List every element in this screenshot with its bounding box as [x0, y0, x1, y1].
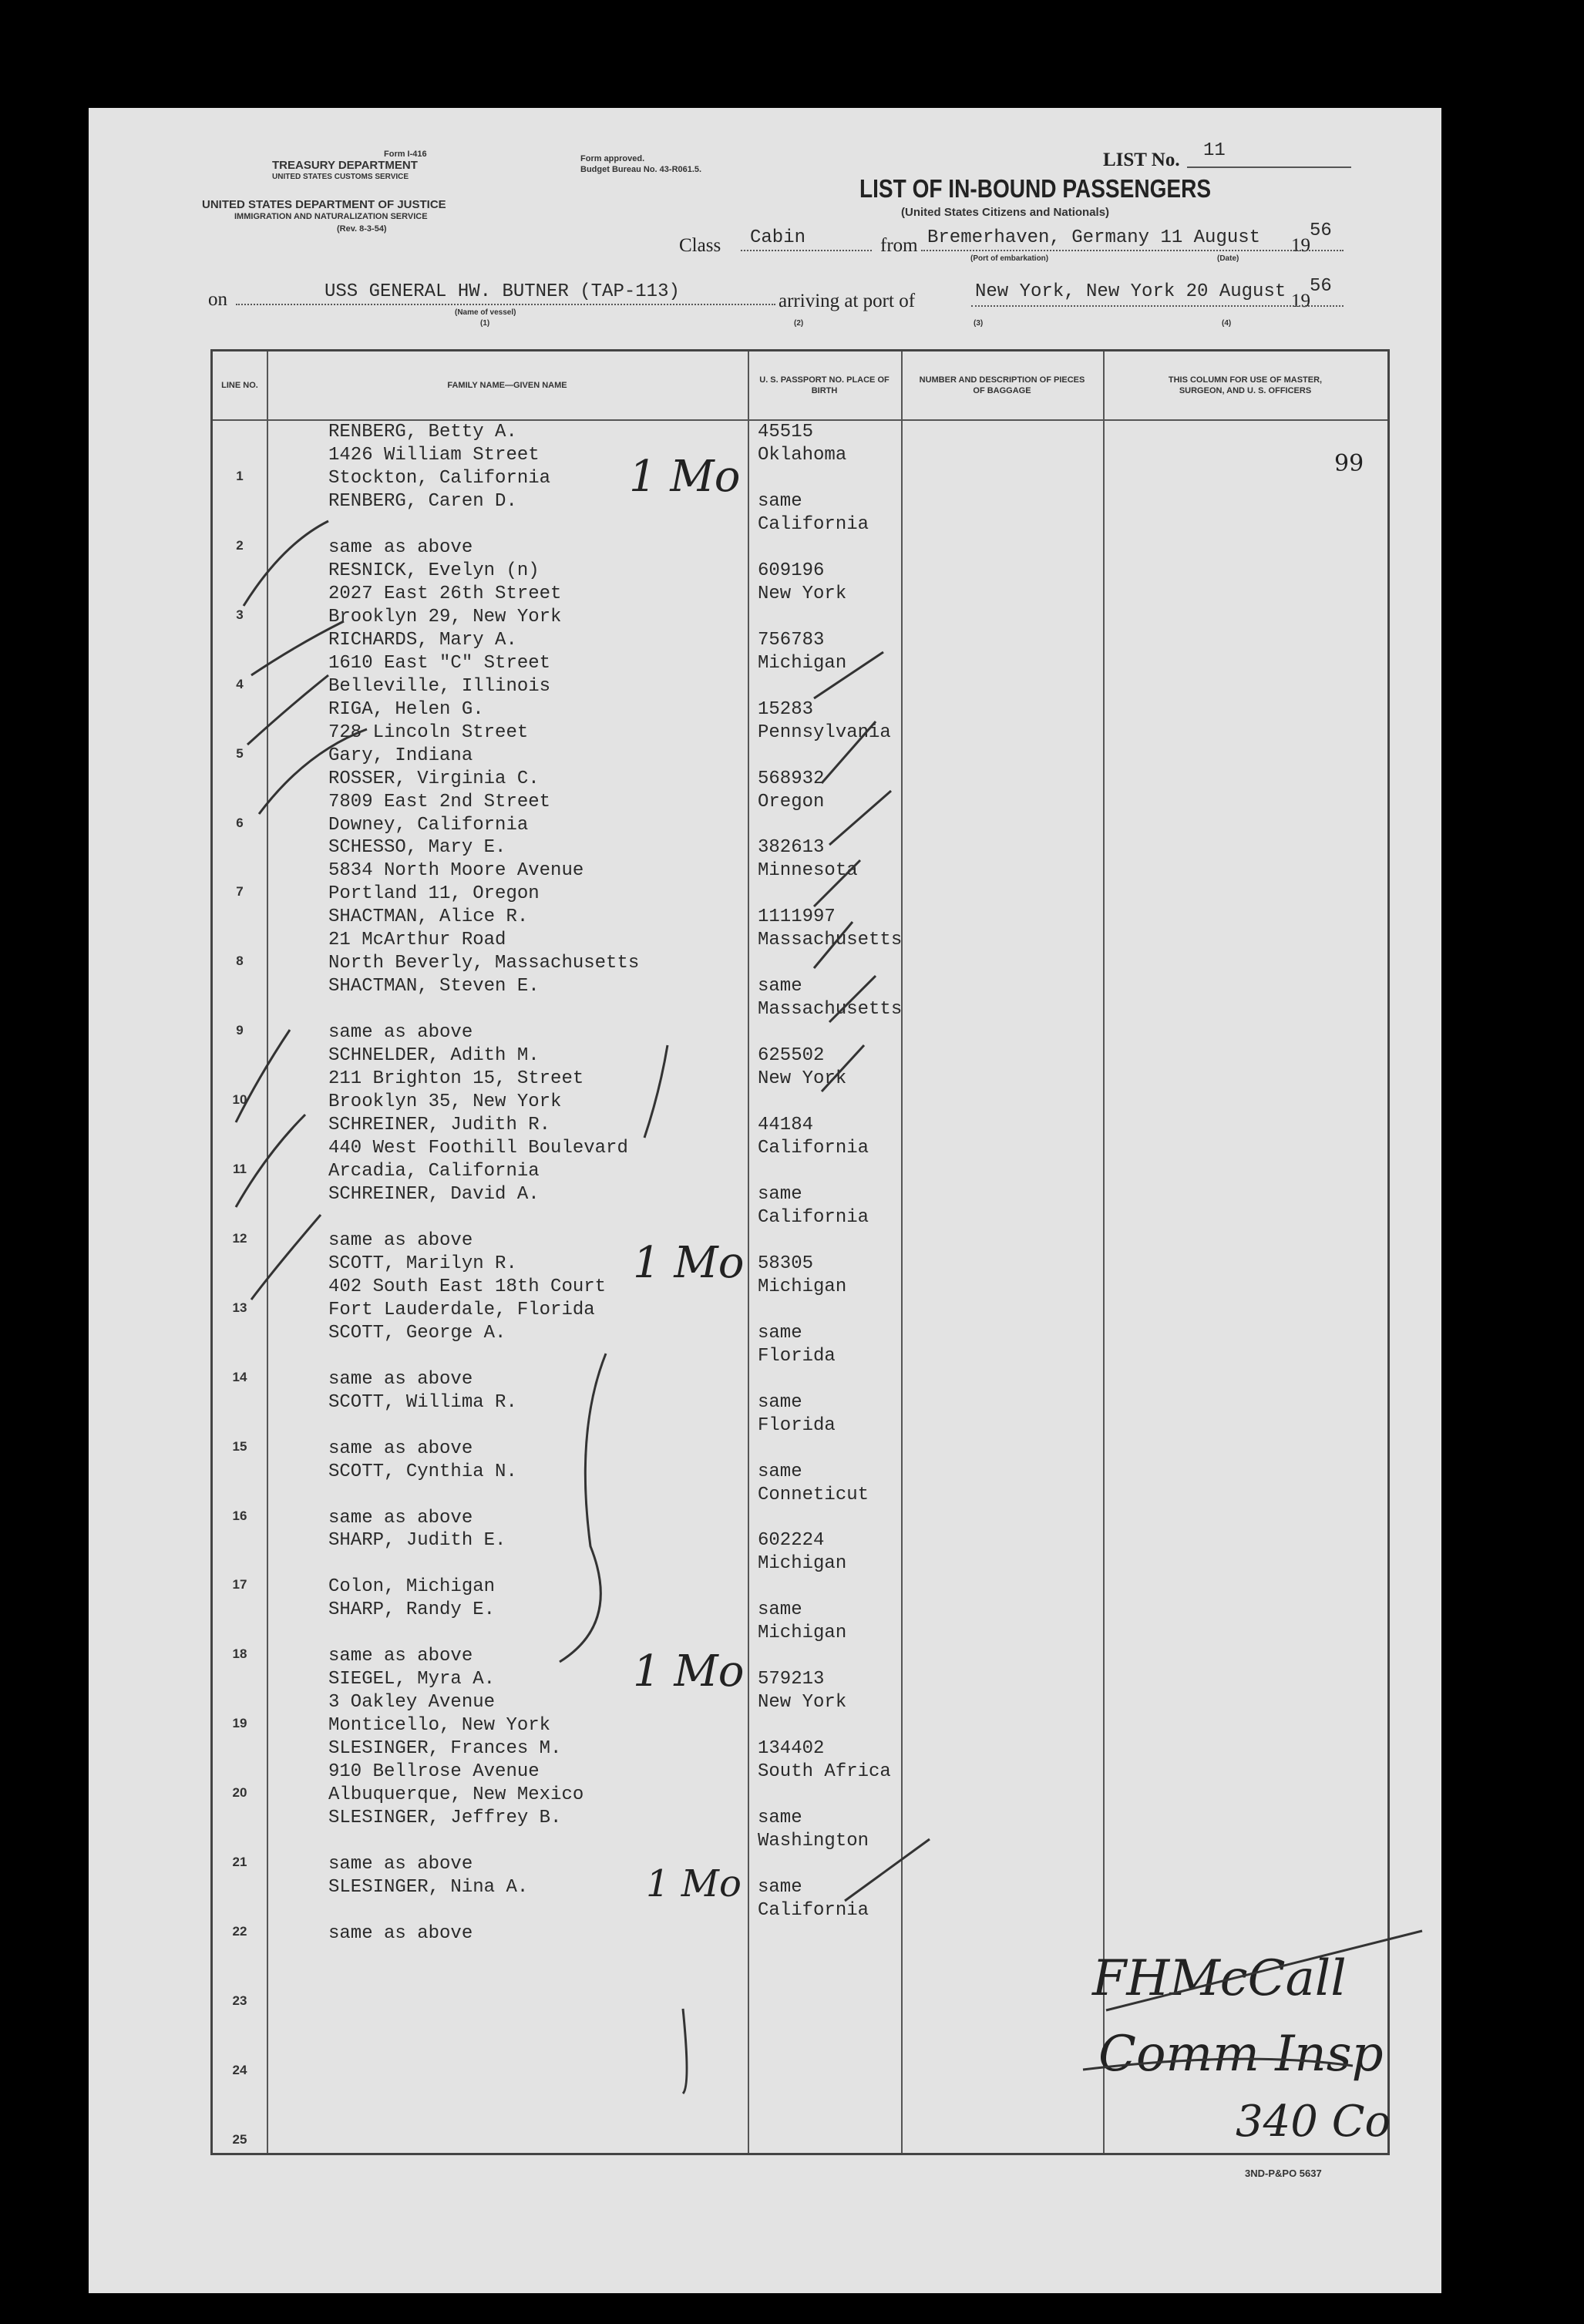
passport-number: same — [758, 1322, 802, 1344]
budget-bureau: Budget Bureau No. 43-R061.5. — [580, 165, 702, 174]
line-number: 14 — [232, 1369, 247, 1384]
header-baggage: NUMBER AND DESCRIPTION OF PIECES OF BAGGAGE — [919, 375, 1085, 395]
passenger-address: same as above — [328, 1229, 473, 1251]
passenger-address: 402 South East 18th Court — [328, 1276, 607, 1297]
line-number: 15 — [232, 1438, 247, 1454]
class-value: Cabin — [750, 227, 806, 248]
place-of-birth: California — [758, 1206, 869, 1228]
manifest-page — [89, 108, 1441, 2293]
handwritten-annotation: 1 Mo — [646, 1862, 742, 1905]
line-number: 12 — [232, 1230, 247, 1246]
passenger-address: same as above — [328, 1022, 473, 1044]
place-of-birth: Michigan — [758, 1553, 847, 1575]
line-number: 16 — [232, 1508, 247, 1523]
line-number: 8 — [236, 953, 244, 969]
passport-number: same — [758, 1461, 802, 1482]
passport-number: 44184 — [758, 1115, 814, 1135]
line-number: 22 — [232, 1923, 247, 1939]
line-number: 7 — [236, 884, 244, 900]
page-subtitle: (United States Citizens and Nationals) — [901, 206, 1110, 219]
passenger-name: SCOTT, Cynthia N. — [328, 1461, 517, 1482]
place-of-birth: Florida — [758, 1414, 836, 1436]
line-number: 5 — [236, 745, 244, 761]
passenger-address: Albuquerque, New Mexico — [328, 1784, 584, 1806]
line-number: 3 — [236, 607, 244, 622]
passport-number: same — [758, 490, 802, 512]
passenger-name: SCHESSO, Mary E. — [328, 837, 506, 859]
year-prefix: 19 — [1291, 235, 1310, 256]
page-title: LIST OF IN-BOUND PASSENGERS — [859, 174, 1212, 203]
place-of-birth: New York — [758, 583, 847, 604]
place-of-birth: Minnesota — [758, 860, 858, 882]
line-number: 23 — [232, 1993, 247, 2008]
passenger-address: 1610 East "C" Street — [328, 652, 551, 674]
line-number: 13 — [232, 1300, 247, 1315]
passenger-address: 5834 North Moore Avenue — [328, 860, 584, 882]
line-number: 1 — [236, 469, 244, 483]
ins-service: IMMIGRATION AND NATURALIZATION SERVICE — [234, 212, 428, 221]
class-label: Class — [679, 235, 721, 256]
signature: FHMcCall — [1092, 1950, 1347, 2007]
passenger-address: 2027 East 26th Street — [328, 583, 562, 604]
header-passport: U. S. PASSPORT NO. PLACE OF BIRTH — [759, 375, 890, 395]
col-num-4: (4) — [1222, 319, 1232, 328]
passenger-address: Stockton, California — [328, 468, 551, 489]
passenger-name: RICHARDS, Mary A. — [328, 629, 517, 651]
passport-number: same — [758, 1808, 802, 1828]
department: TREASURY DEPARTMENT — [272, 159, 418, 172]
line-number: 9 — [236, 1023, 244, 1038]
passport-number: same — [758, 1183, 802, 1205]
place-of-birth: Florida — [758, 1345, 836, 1367]
embarkation-caption: (Port of embarkation) — [970, 254, 1049, 263]
passenger-name: SCHREINER, David A. — [328, 1183, 540, 1205]
passenger-name: RENBERG, Caren D. — [328, 490, 517, 512]
passport-number: 134402 — [758, 1738, 825, 1760]
handwritten-annotation: 1 Mo — [633, 1238, 745, 1288]
arriving-label: arriving at port of — [779, 291, 916, 311]
passport-number: 602224 — [758, 1530, 825, 1552]
place-of-birth: Michigan — [758, 1276, 847, 1297]
passport-number: same — [758, 1391, 802, 1413]
header-officers: THIS COLUMN FOR USE OF MASTER, SURGEON, AND U. S. OFFICERS — [1168, 375, 1323, 395]
place-of-birth: Massachusetts — [758, 930, 903, 951]
passport-number: 58305 — [758, 1253, 814, 1274]
place-of-birth: Oregon — [758, 791, 825, 812]
handwriting-strokes — [213, 351, 1387, 2153]
col-num-3: (3) — [974, 319, 984, 328]
customs-service: UNITED STATES CUSTOMS SERVICE — [272, 173, 409, 181]
passenger-address: 3 Oakley Avenue — [328, 1692, 496, 1714]
passenger-name: RESNICK, Evelyn (n) — [328, 560, 540, 581]
handwritten-annotation: 1 Mo — [629, 452, 741, 502]
vessel-name: USS GENERAL HW. BUTNER (TAP-113) — [325, 281, 680, 302]
passport-number: 625502 — [758, 1045, 825, 1067]
passenger-address: 440 West Foothill Boulevard — [328, 1138, 628, 1159]
passenger-name: SHACTMAN, Steven E. — [328, 976, 540, 997]
place-of-birth: New York — [758, 1692, 847, 1714]
col-num-2: (2) — [794, 319, 804, 328]
line-number: 11 — [233, 1162, 247, 1176]
passport-number: same — [758, 976, 802, 997]
form-approved: Form approved. — [580, 154, 645, 163]
passenger-address: North Beverly, Massachusetts — [328, 953, 640, 974]
line-number: 6 — [236, 815, 244, 830]
passenger-address: same as above — [328, 1507, 473, 1529]
line-number: 24 — [232, 2062, 247, 2077]
footer-code: 3ND-P&PO 5637 — [1245, 2168, 1322, 2179]
line-number: 4 — [236, 676, 244, 691]
passenger-name: SHARP, Judith E. — [328, 1530, 506, 1552]
passport-number: 382613 — [758, 837, 825, 859]
handwritten-annotation: 1 Mo — [633, 1646, 745, 1697]
passenger-name: SLESINGER, Nina A. — [328, 1876, 529, 1898]
place-of-birth: New York — [758, 1068, 847, 1090]
signature: 340 Co — [1236, 2097, 1391, 2147]
on-label: on — [208, 289, 227, 310]
arrival-year: 56 — [1310, 276, 1332, 297]
passenger-name: SCHNELDER, Adith M. — [328, 1045, 540, 1067]
passenger-address: Brooklyn 29, New York — [328, 606, 562, 627]
place-of-birth: South Africa — [758, 1761, 891, 1783]
passenger-address: same as above — [328, 1854, 473, 1875]
place-of-birth: Conneticut — [758, 1484, 869, 1505]
place-of-birth: Pennsylvania — [758, 721, 891, 743]
justice-dept: UNITED STATES DEPARTMENT OF JUSTICE — [202, 198, 446, 211]
passenger-name: SCHREINER, Judith R. — [328, 1115, 551, 1135]
passenger-address: Arcadia, California — [328, 1161, 540, 1182]
passenger-address: Portland 11, Oregon — [328, 883, 540, 905]
place-of-birth: California — [758, 1899, 869, 1921]
revision: (Rev. 8-3-54) — [337, 224, 387, 234]
line-number: 18 — [232, 1646, 247, 1662]
vessel-caption: (Name of vessel) — [455, 308, 516, 317]
passenger-address: 728 Lincoln Street — [328, 721, 529, 743]
passenger-name: SLESINGER, Frances M. — [328, 1738, 562, 1760]
passenger-address: 211 Brighton 15, Street — [328, 1068, 584, 1090]
passenger-table — [210, 349, 1390, 2155]
place-of-birth: Washington — [758, 1831, 869, 1851]
count-mark: 99 — [1334, 450, 1364, 477]
passenger-address: Brooklyn 35, New York — [328, 1091, 562, 1113]
header-name: FAMILY NAME—GIVEN NAME — [447, 381, 567, 390]
embarkation-value: Bremerhaven, Germany 11 August — [927, 227, 1261, 248]
place-of-birth: Michigan — [758, 1623, 847, 1644]
passport-number: 609196 — [758, 560, 825, 581]
passenger-address: same as above — [328, 536, 473, 558]
passenger-name: SHACTMAN, Alice R. — [328, 906, 529, 928]
year-prefix: 19 — [1291, 291, 1310, 311]
list-no-label: LIST No. — [1103, 150, 1180, 170]
line-number: 25 — [232, 2131, 247, 2147]
place-of-birth: Michigan — [758, 652, 847, 674]
passenger-name: RIGA, Helen G. — [328, 698, 484, 720]
place-of-birth: California — [758, 513, 869, 535]
passenger-name: SCOTT, Willima R. — [328, 1391, 517, 1413]
line-number: 2 — [236, 537, 244, 553]
line-number: 19 — [232, 1716, 247, 1731]
date-caption: (Date) — [1217, 254, 1239, 263]
passport-number: 1111997 — [758, 906, 836, 928]
passenger-name: SCOTT, Marilyn R. — [328, 1253, 517, 1274]
passport-number: 579213 — [758, 1669, 825, 1690]
passport-number: same — [758, 1599, 802, 1621]
line-number: 20 — [232, 1785, 247, 1801]
col-num-1: (1) — [480, 319, 490, 328]
passenger-address: same as above — [328, 1646, 473, 1667]
passenger-name: RENBERG, Betty A. — [328, 422, 517, 442]
passenger-name: SCOTT, George A. — [328, 1322, 506, 1344]
passenger-address: Colon, Michigan — [328, 1576, 496, 1598]
passenger-name: SHARP, Randy E. — [328, 1599, 496, 1621]
place-of-birth: Oklahoma — [758, 445, 847, 466]
list-no-value: 11 — [1203, 140, 1226, 161]
passenger-address: 1426 William Street — [328, 445, 540, 466]
from-label: from — [880, 235, 918, 256]
passport-number: same — [758, 1876, 802, 1898]
passport-number: 756783 — [758, 629, 825, 651]
place-of-birth: California — [758, 1138, 869, 1159]
header-line-no: LINE NO. — [221, 381, 258, 390]
form-number: Form I-416 — [384, 150, 427, 159]
line-number: 21 — [232, 1855, 247, 1869]
passenger-address: 910 Bellrose Avenue — [328, 1761, 540, 1783]
passenger-address: Monticello, New York — [328, 1715, 551, 1737]
line-number: 17 — [232, 1577, 247, 1592]
embarkation-year: 56 — [1310, 220, 1332, 241]
passport-number: 568932 — [758, 768, 825, 789]
passport-number: 15283 — [758, 698, 814, 720]
passenger-address: same as above — [328, 1438, 473, 1459]
passport-number: 45515 — [758, 422, 814, 442]
passenger-address: same as above — [328, 1922, 473, 1944]
passenger-address: Fort Lauderdale, Florida — [328, 1299, 595, 1320]
passenger-name: SLESINGER, Jeffrey B. — [328, 1808, 562, 1828]
passenger-address: Belleville, Illinois — [328, 675, 551, 697]
place-of-birth: Massachusetts — [758, 999, 903, 1021]
passenger-address: 21 McArthur Road — [328, 930, 506, 951]
passenger-address: Downey, California — [328, 814, 529, 836]
passenger-address: 7809 East 2nd Street — [328, 791, 551, 812]
arrival-port: New York, New York 20 August — [975, 281, 1286, 302]
passenger-name: SIEGEL, Myra A. — [328, 1669, 496, 1690]
line-number: 10 — [232, 1092, 247, 1108]
passenger-name: ROSSER, Virginia C. — [328, 768, 540, 789]
passenger-address: same as above — [328, 1368, 473, 1390]
passenger-address: Gary, Indiana — [328, 745, 473, 766]
signature: Comm Insp — [1098, 2026, 1384, 2083]
